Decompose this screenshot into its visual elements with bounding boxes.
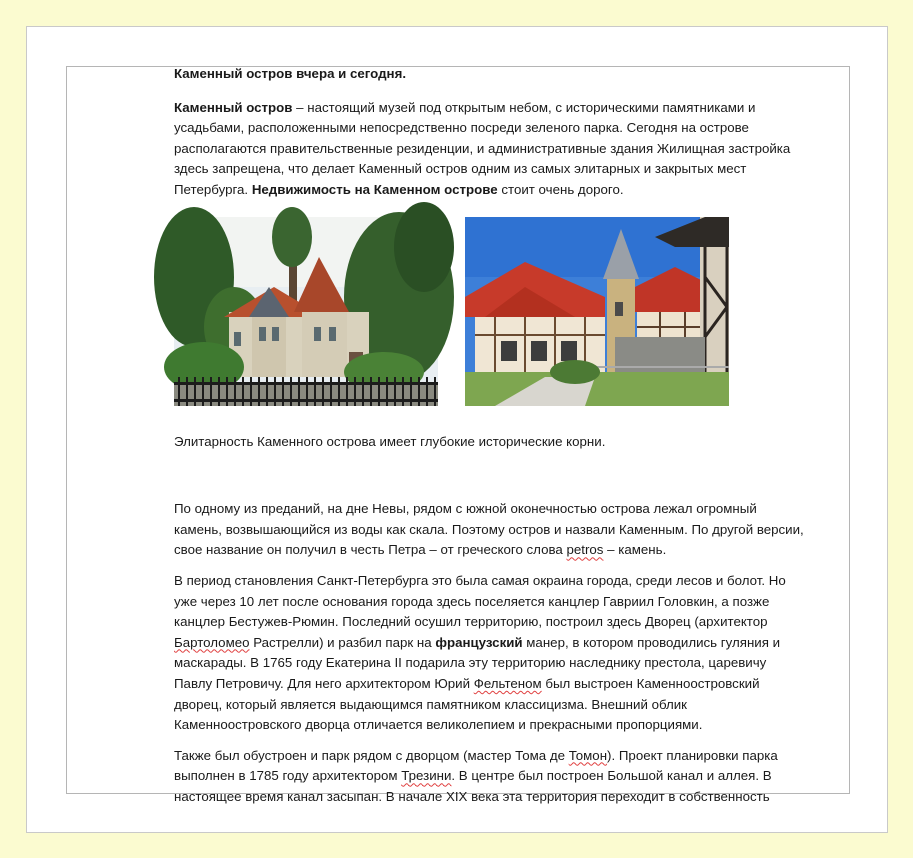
park-paragraph: Также был обустроен и парк рядом с дворцом (мастер Тома де Томон). Проект планировки парка выполнен в 1785 году архитектором Трезини. В центре был построен Большой канал и аллея. В настоящее время канал засыпан. В начале XIX века эта территория переходит в собственность [174, 747, 778, 804]
spell-marked-word: petros [566, 542, 604, 558]
villa-photo [174, 217, 438, 406]
dacha-photo [465, 217, 729, 406]
spell-marked-word: Фельтеном [473, 675, 542, 691]
spell-marked-word: Томон [568, 747, 608, 763]
spell-marked-word: Бартоломео [174, 634, 250, 650]
bold-word: французский [435, 634, 523, 650]
document-body[interactable] [174, 64, 804, 804]
intro-bold-start: Каменный остров [174, 99, 293, 115]
history-paragraph: В период становления Санкт-Петербурга это была самая окраина города, среди лесов и болот. Но уже через 10 лет после основания города здесь поселяется канцлер Гавриил Головкин, а позже канцлер Бестужев-Рюмин. Последний осушил территорию, построил здесь Дворец (архитектор Бартоломео Растрелли) и разбил парк на французский манер, в котором проводились гуляния и маскарады. В 1765 году Екатерина II подарила эту территорию наследнику престола, царевичу Павлу Петровичу. Для него архитектором Юрий Фельтеном был выстроен Каменноостровский дворец, который является выдающимся памятником классицизма. Внешний облик Каменноостровского дворца отличается великолепием и прекрасными пропорциями. [174, 572, 786, 733]
intro-paragraph: Каменный остров – настоящий музей под открытым небом, с историческими памятниками и усадьбами, расположенными непосредственно посреди зеленого парка. Сегодня на острове располагаются правительственные резиденции, и административные здания Жилищная застройка здесь запрещена, что делает Каменный остров одним из самых элитарных и закрытых мест Петербурга. Недвижимость на Каменном острове стоит очень дорого. [174, 99, 791, 197]
legend-paragraph: По одному из преданий, на дне Невы, рядом с южной оконечностью острова лежал огромный камень, возвышающийся из воды как скала. Поэтому остров и назвали Каменным. По другой версии, свое название он получил в честь Петра – от греческого слова petros – камень. [174, 501, 804, 558]
photo-row [174, 217, 804, 432]
photo-caption: Элитарность Каменного острова имеет глубокие исторические корни. [174, 433, 606, 449]
document-title: Каменный остров вчера и сегодня. [174, 66, 407, 81]
document-page [26, 26, 888, 833]
empty-paragraph-space [174, 462, 804, 499]
spell-marked-word: Трезини [401, 768, 452, 784]
intro-bold-link: Недвижимость на Каменном острове [251, 181, 498, 197]
